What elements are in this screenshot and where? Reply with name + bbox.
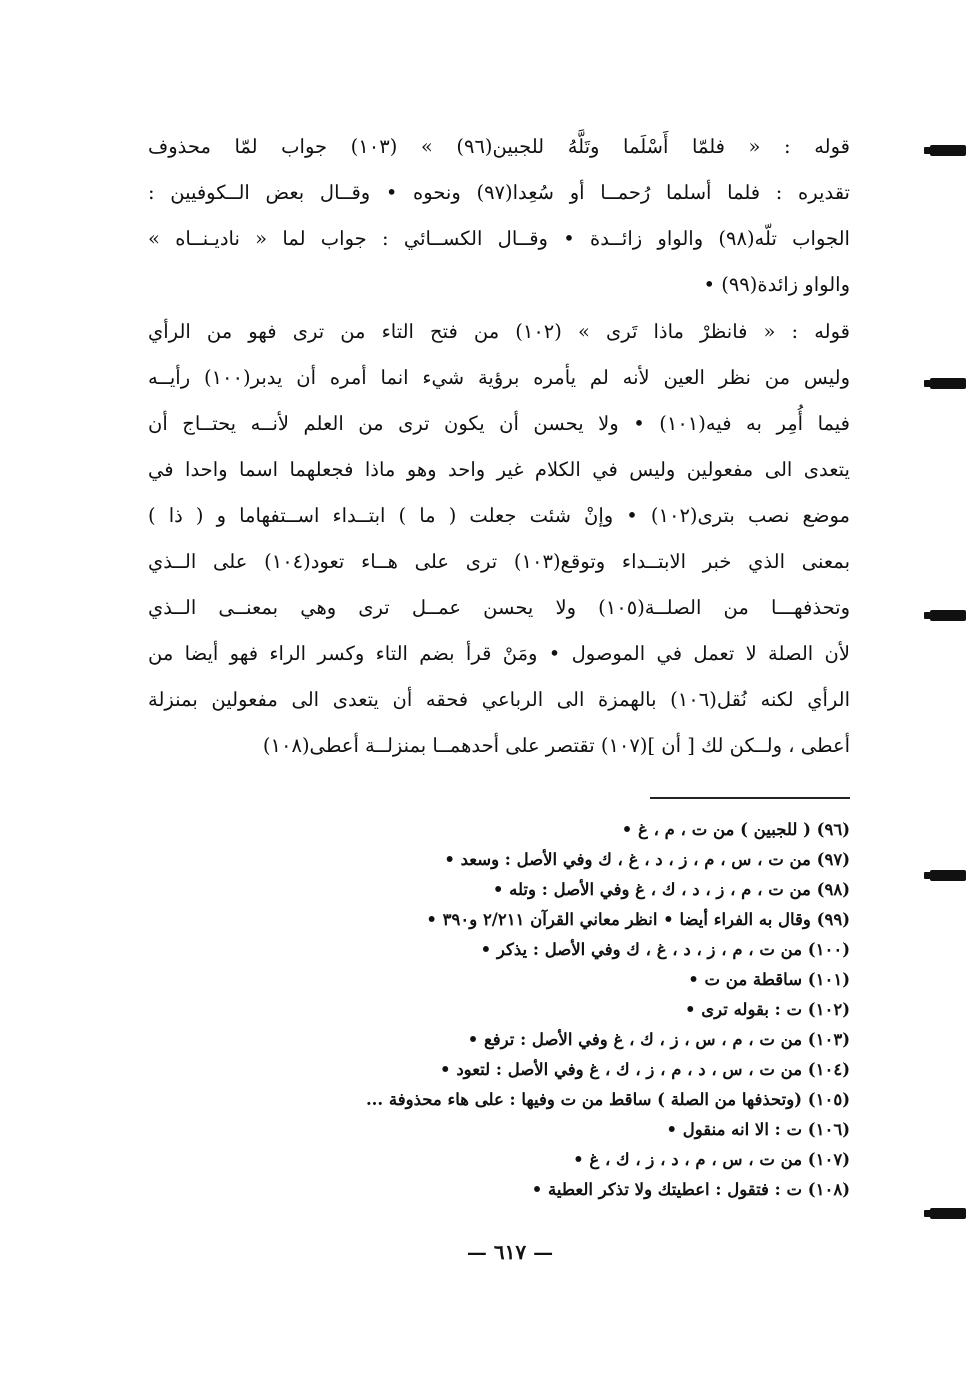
footnote: (١٠١) ساقطة من ت • [688,970,850,989]
footnote: (٩٨) من ت ، م ، ز ، د ، ك ، غ وفي الأصل : وتله • [492,880,850,899]
footnote: (١٠٤) من ت ، س ، د ، م ، ز ، ك ، غ وفي الأصل : لتعود • [440,1060,850,1079]
binding-mark [930,1208,966,1219]
binding-mark [930,870,966,881]
text-line: بمعنى الذي خبر الابتــداء وتوقع(١٠٣) ترى على هــاء تعود(١٠٤) على الــذي [148,550,850,573]
footnote: (١٠٧) من ت ، س ، م ، د ، ز ، ك ، غ • [573,1150,850,1169]
paragraph-verse-103 [148,124,850,308]
text-line: قوله : « فانظرْ ماذا تَرى » (١٠٢) من فتح التاء من ترى فهو من الرأي [148,320,850,343]
text-line: أعطى ، ولــكن لك [ أن ](١٠٧) تقتصر على أحدهمــا بمنزلــة أعطى(١٠٨) [262,734,850,757]
footnote: (١٠٨) ت : فتقول : اعطيتك ولا تذكر العطية • [531,1180,850,1199]
text-line: وليس من نظر العين لأنه لم يأمره برؤية شيء انما أمره أن يدبر(١٠٠) رأيــه [148,366,850,389]
footnote: (١٠٠) من ت ، م ، ز ، د ، غ ، ك وفي الأصل : يذكر • [480,940,850,959]
binding-mark [930,378,966,389]
footnote: (٩٧) من ت ، س ، م ، ز ، د ، غ ، ك وفي الأصل : وسعد • [444,850,850,869]
text-line: وتحذفهـــا من الصلــة(١٠٥) ولا يحسن عمــل ترى وهي بمعنــى الــذي [148,596,850,619]
text-line: موضع نصب بترى(١٠٢) • وإنْ شئت جعلت ( ما ) ابتــداء اســتفهاما و ( ذا ) [148,504,850,527]
footnote: (١٠٣) من ت ، م ، س ، ز ، ك ، غ وفي الأصل : ترفع • [467,1030,850,1049]
text-line: فيما أُمِر به فيه(١٠١) • ولا يحسن أن يكون ترى من العلم لأنــه يحتــاج أن [148,412,850,435]
binding-mark [930,610,966,621]
binding-mark [930,145,966,156]
footnote: (١٠٥) (وتحذفها من الصلة ) ساقط من ت وفيها : على هاء محذوفة ... [365,1090,850,1109]
text-line: الرأي لكنه نُقل(١٠٦) بالهمزة الى الرباعي فحقه أن يتعدى الى مفعولين بمنزلة [148,688,850,711]
footnote: (٩٦) ( للجبين ) من ت ، م ، غ • [621,820,850,839]
text-line: لأن الصلة لا تعمل في الموصول • ومَنْ قرأ بضم التاء وكسر الراء فهو أيضا من [148,642,850,665]
text-line: قوله : « فلمّا أَسْلَما وتَلَّهُ للجبين(٩٦) » (١٠٣) جواب لمّا محذوف [148,135,850,158]
footnotes-list [180,815,850,1205]
footnote-divider [650,797,850,799]
text-line: تقديره : فلما أسلما رُحمــا أو سُعِدا(٩٧) ونحوه • وقــال بعض الــكوفيين : [148,181,850,204]
text-line: يتعدى الى مفعولين وليس في الكلام غير واحد وهو ماذا فجعلهما اسما واحدا في [148,458,850,481]
footnote: (٩٩) وقال به الفراء أيضا • انظر معاني القرآن ٢/٢١١ و٣٩٠ • [426,910,850,929]
footnote: (١٠٦) ت : الا انه منقول • [666,1120,850,1139]
page-number: — ٦١٧ — [466,1240,554,1264]
footnote: (١٠٢) ت : بقوله ترى • [684,1000,850,1019]
text-line: الجواب تلّه(٩٨) والواو زائــدة • وقــال الكســائي : جواب لما « ناديـنــاه » [148,227,850,250]
paragraph-verse-102 [148,309,850,769]
text-line: والواو زائدة(٩٩) • [703,273,850,296]
